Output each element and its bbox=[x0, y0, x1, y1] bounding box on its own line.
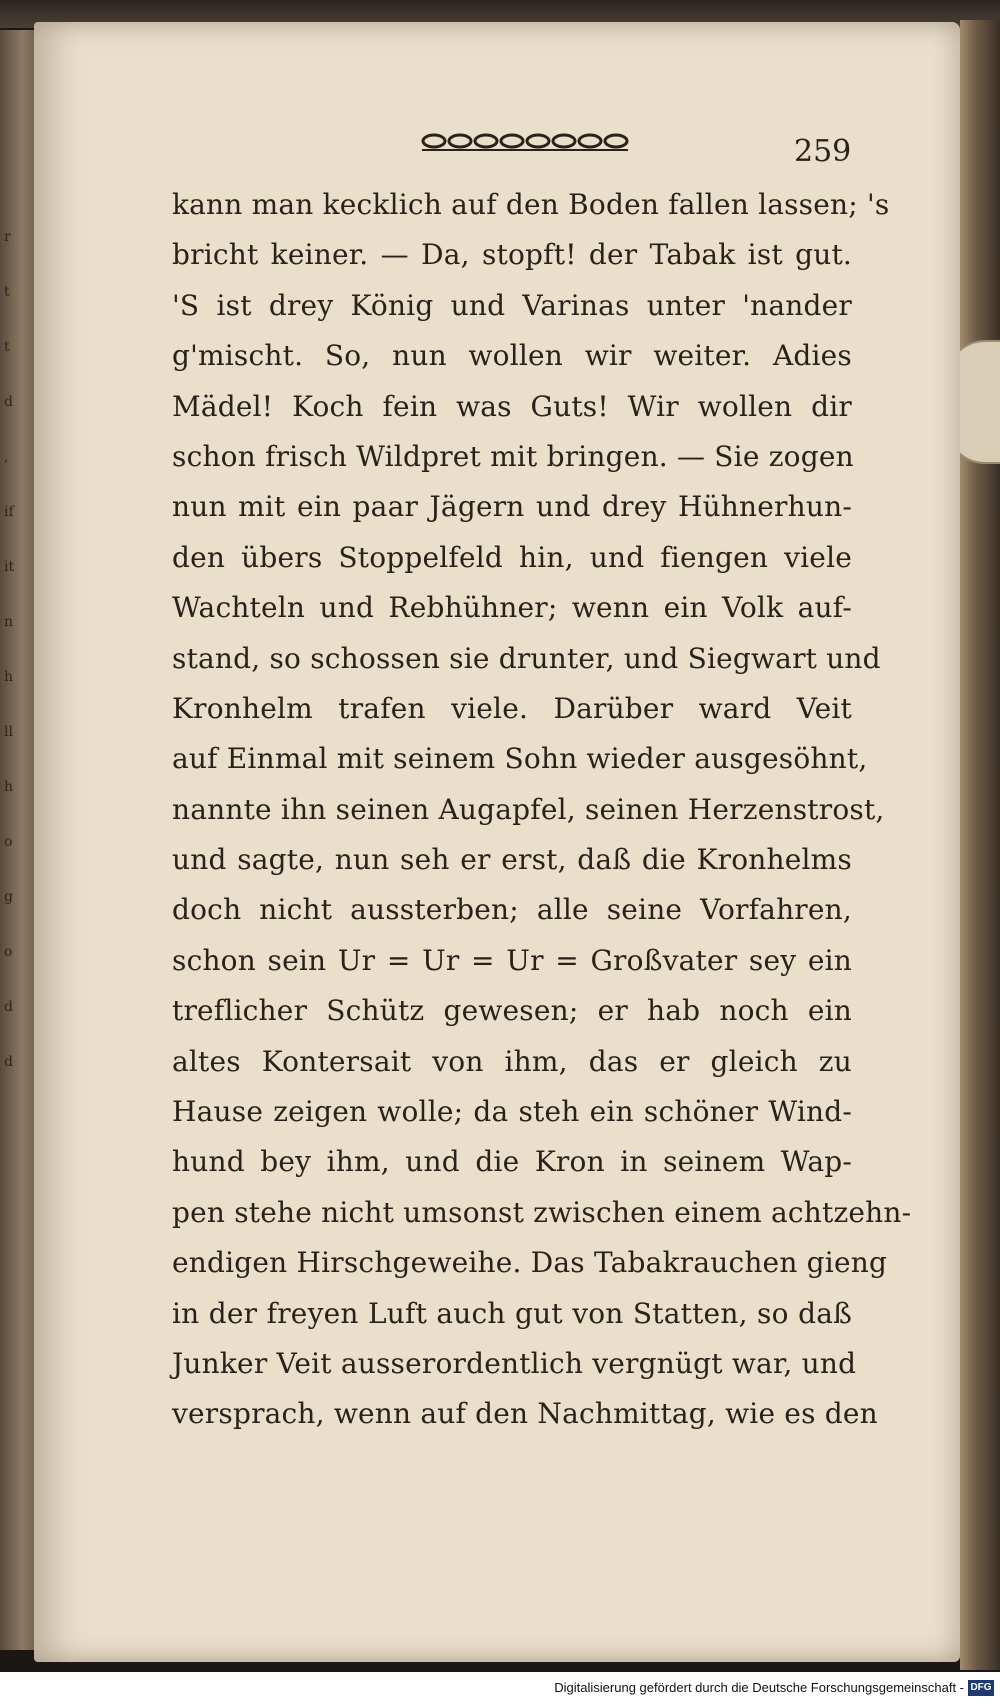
text-line: kann man kecklich auf den Boden fallen lassen; 's bbox=[172, 188, 890, 221]
text-line: hund bey ihm, und die Kron in seinem Wap- bbox=[172, 1145, 852, 1179]
text-line: nannte ihn seinen Augapfel, seinen Herzenstrost, bbox=[172, 792, 885, 826]
text-line: in der freyen Luft auch gut von Statten, so daß bbox=[172, 1296, 852, 1330]
body-text bbox=[172, 180, 912, 1440]
text-line: Kronhelm trafen viele. Darüber ward Veit bbox=[172, 691, 852, 725]
text-line: pen stehe nicht umsonst zwischen einem achtzehn- bbox=[172, 1195, 912, 1229]
text-line: treflicher Schütz gewesen; er hab noch ein bbox=[172, 994, 852, 1028]
text-line: den übers Stoppelfeld hin, und fiengen viele bbox=[172, 540, 852, 574]
text-line: Hause zeigen wolle; da steh ein schöner Wind- bbox=[172, 1095, 852, 1129]
text-line: g'mischt. So, nun wollen wir weiter. Adies bbox=[172, 339, 852, 373]
facing-page-fragments: r t t d , if it n h ll h o g o d d bbox=[4, 229, 15, 1070]
text-line: endigen Hirschgeweihe. Das Tabakrauchen gieng bbox=[172, 1246, 888, 1280]
text-line: nun mit ein paar Jägern und drey Hühnerhun- bbox=[172, 490, 852, 524]
book-fore-edge bbox=[960, 20, 1000, 1670]
text-line: Wachteln und Rebhühner; wenn ein Volk auf- bbox=[172, 591, 852, 625]
funding-credit: Digitalisierung gefördert durch die Deutsche Forschungsgemeinschaft - bbox=[554, 1680, 964, 1695]
text-line: stand, so schossen sie drunter, und Siegwart und bbox=[172, 641, 881, 675]
text-line: auf Einmal mit seinem Sohn wieder ausgesöhnt, bbox=[172, 742, 868, 776]
text-line: versprach, wenn auf den Nachmittag, wie es den bbox=[172, 1397, 878, 1431]
text-line: schon frisch Wildpret mit bringen. — Sie zogen bbox=[172, 439, 854, 473]
page-number: 259 bbox=[794, 134, 852, 169]
text-line: schon sein Ur = Ur = Ur = Großvater sey ein bbox=[172, 943, 852, 977]
text-line: doch nicht aussterben; alle seine Vorfahren, bbox=[172, 893, 852, 927]
digitization-footer bbox=[0, 1672, 1000, 1704]
text-line: Mädel! Koch fein was Guts! Wir wollen dir bbox=[172, 389, 852, 423]
text-line: altes Kontersait von ihm, das er gleich zu bbox=[172, 1044, 852, 1078]
text-line: Junker Veit ausserordentlich vergnügt war, und bbox=[172, 1346, 857, 1380]
text-line: 'S ist drey König und Varinas unter 'nander bbox=[172, 288, 852, 322]
ornament-headpiece bbox=[420, 130, 630, 152]
text-line: bricht keiner. — Da, stopft! der Tabak ist gut. bbox=[172, 238, 852, 272]
dfg-logo: DFG bbox=[968, 1680, 994, 1696]
text-line: und sagte, nun seh er erst, daß die Kronhelms bbox=[172, 843, 852, 877]
